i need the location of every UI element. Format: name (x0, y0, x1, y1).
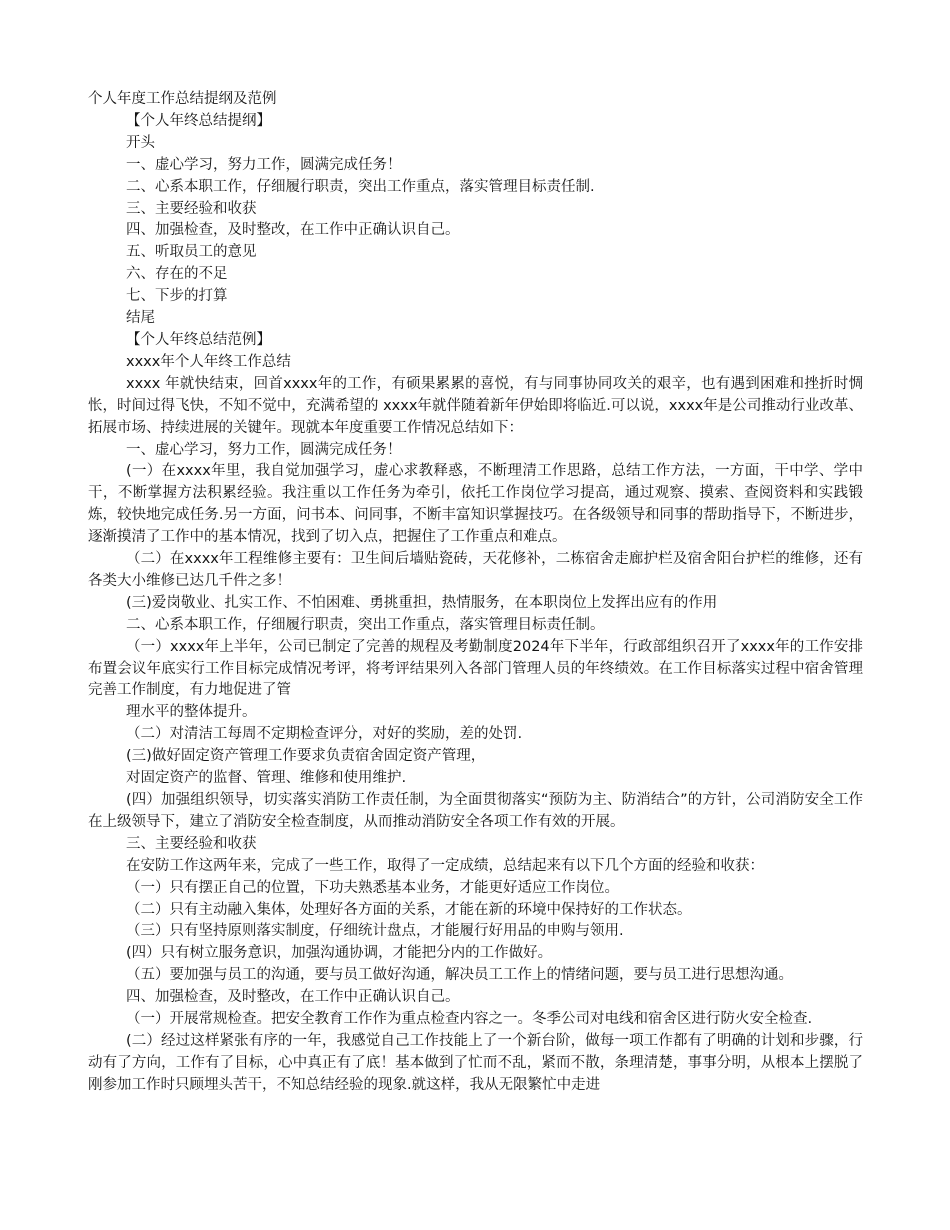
list-item: （五）要加强与员工的沟通，要与员工做好沟通，解决员工工作上的情绪问题，要与员工进行思想沟通。 (126, 967, 793, 984)
paragraph: （二）对清洁工每周不定期检查评分，对好的奖励，差的处罚. (126, 726, 523, 743)
outline-item: 三、主要经验和收获 (126, 200, 257, 217)
paragraph-continuation: 对固定资产的监督、管理、维修和使用维护. (126, 770, 407, 787)
outline-item: 六、存在的不足 (126, 266, 228, 283)
outline-heading: 【个人年终总结提纲】 (126, 112, 271, 129)
paragraph-continuation: 理水平的整体提升。 (126, 704, 257, 721)
list-item: （三）只有坚持原则落实制度，仔细统计盘点，才能履行好用品的申购与领用. (126, 923, 624, 940)
paragraph: (一）在xxxx年里，我自觉加强学习，虚心求教释惑，不断理清工作思路，总结工作方法，一方面，干中学、学中干，不断掌握方法积累经验。我注重以工作任务为牵引，依托工作岗位学习提高，通过观察、摸索、查阅资料和实践锻炼，较快地完成任务.另一方面，问书本、问同事，不断丰富知识掌握技巧。在各级领导和同事的帮助指导下，不断进步，逐渐摸清了工作中的基本情况，找到了切入点，把握住了工作重点和难点。 (88, 463, 863, 546)
paragraph: (三)爱岗敬业、扎实工作、不怕困难、勇挑重担，热情服务，在本职岗位上发挥出应有的作用 (126, 594, 718, 611)
outline-item: 一、虚心学习，努力工作，圆满完成任务！ (126, 156, 402, 173)
section-title: 二、心系本职工作，仔细履行职责，突出工作重点，落实管理目标责任制。 (126, 616, 605, 633)
paragraph: (三)做好固定资产管理工作要求负责宿舍固定资产管理， (126, 748, 486, 765)
section-title: 四、加强检查，及时整改，在工作中正确认识自己。 (126, 989, 460, 1006)
outline-item: 四、加强检查，及时整改，在工作中正确认识自己。 (126, 222, 460, 239)
example-title: xxxx年个人年终工作总结 (126, 353, 291, 370)
paragraph: (四）加强组织领导，切实落实消防工作责任制，为全面贯彻落实“预防为主、防消结合”的方针，公司消防安全工作在上级领导下，建立了消防安全检查制度，从而推动消防安全各项工作有效的开展。 (88, 792, 863, 830)
paragraph: (二）经过这样紧张有序的一年，我感觉自己工作技能上了一个新台阶，做每一项工作都有了明确的计划和步骤，行动有了方向，工作有了目标，心中真正有了底！基本做到了忙而不乱，紧而不散，条理清楚，事事分明，从根本上摆脱了刚参加工作时只顾埋头苦干，不知总结经验的现象.就这样，我从无限繁忙中走进 (88, 1032, 863, 1093)
example-heading: 【个人年终总结范例】 (126, 331, 271, 348)
outline-item: 二、心系本职工作，仔细履行职责，突出工作重点，落实管理目标责任制. (126, 178, 595, 195)
outline-closing: 结尾 (126, 310, 155, 327)
section-title: 一、虚心学习，努力工作，圆满完成任务！ (126, 441, 402, 458)
intro-paragraph: xxxx 年就快结束，回首xxxx年的工作，有硕果累累的喜悦，有与同事协同攻关的艰辛，也有遇到困难和挫折时惆怅，时间过得飞快，不知不觉中，充满希望的 xxxx年就伴随着新年伊始即将临近.可以说，xxxx年是公司推动行业改革、拓展市场、持续进展的关键年。现就本年度重要工作情况总结如下： (88, 375, 863, 436)
list-item: （一）只有摆正自己的位置，下功夫熟悉基本业务，才能更好适应工作岗位。 (126, 879, 619, 896)
list-item: （二）只有主动融入集体，处理好各方面的关系，才能在新的环境中保持好的工作状态。 (126, 901, 692, 918)
paragraph: 在安防工作这两年来，完成了一些工作，取得了一定成绩，总结起来有以下几个方面的经验和收获： (126, 857, 764, 874)
section-title: 三、主要经验和收获 (126, 835, 257, 852)
paragraph: （二）在xxxx年工程维修主要有：卫生间后墙贴瓷砖，天花修补，二栋宿舍走廊护栏及宿舍阳台护栏的维修，还有各类大小维修已达几千件之多！ (88, 551, 863, 589)
document-title: 个人年度工作总结提纲及范例 (88, 91, 277, 107)
outline-item: 五、听取员工的意见 (126, 244, 257, 261)
list-item: (四）只有树立服务意识，加强沟通协调，才能把分内的工作做好。 (126, 945, 553, 962)
document-body (88, 89, 863, 1097)
outline-item: 七、下步的打算 (126, 288, 228, 305)
paragraph: （一）开展常规检查。把安全教育工作作为重点检查内容之一。冬季公司对电线和宿舍区进行防火安全检查. (126, 1011, 813, 1028)
outline-opening: 开头 (126, 134, 155, 151)
paragraph: （一）xxxx年上半年，公司已制定了完善的规程及考勤制度2024年下半年，行政部组织召开了xxxx年的工作安排布置会议年底实行工作目标完成情况考评，将考评结果列入各部门管理人员的年终绩效。在工作目标落实过程中宿舍管理完善工作制度，有力地促进了管 (88, 638, 863, 699)
